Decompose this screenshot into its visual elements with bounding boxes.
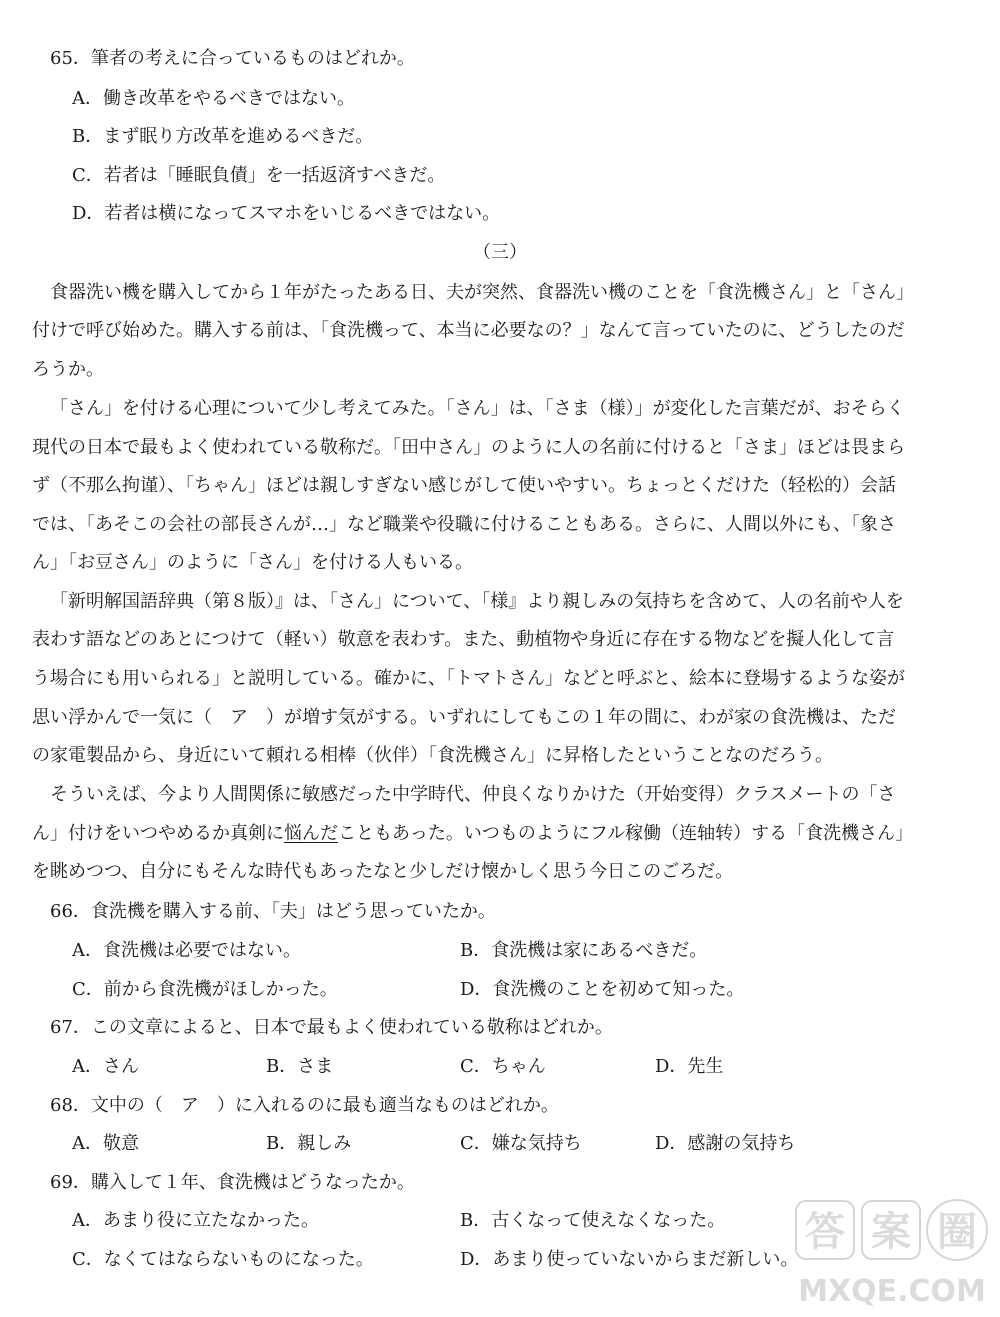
passage-p3-line4: 思い浮かんで一気に（ ア ）が増す気がする。いずれにしてもこの１年の間に、わが家の食洗機は、ただ [32, 707, 896, 728]
site-watermark-logo [792, 1193, 992, 1311]
passage-p2-line1: 「さん」を付ける心理について少し考えてみた。「さん」は、「さま（様）」が変化した言葉だが、おそらく [50, 398, 905, 419]
q66-option-a: A．食洗機は必要ではない。 [72, 940, 301, 961]
q67-option-d: D．先生 [655, 1056, 724, 1077]
passage-p4-line2 [32, 822, 978, 846]
q65-option-a: A．働き改革をやるべきではない。 [72, 88, 355, 109]
q67-stem: 67．この文章によると、日本で最もよく使われている敬称はどれか。 [50, 1017, 613, 1038]
q67-option-c: C．ちゃん [460, 1056, 546, 1077]
q68-option-d: D．感謝の気持ち [655, 1133, 796, 1154]
section-heading: （三） [473, 242, 527, 263]
q66-stem: 66．食洗機を購入する前、「夫」はどう思っていたか。 [50, 901, 496, 922]
q68-option-a: A．敬意 [72, 1133, 139, 1154]
passage-p2-line5: ん」「お豆さん」のように「さん」を付ける人もいる。 [32, 552, 473, 573]
q66-option-d: D．食洗機のことを初めて知った。 [460, 979, 745, 1000]
q66-option-c: C．前から食洗機がほしかった。 [72, 979, 338, 1000]
q69-option-c: C．なくてはならないものになった。 [72, 1249, 374, 1270]
passage-p1-line2: 付けで呼び始めた。購入する前は、「食洗機って、本当に必要なの？」なんて言っていたのに、どうしたのだ [32, 320, 905, 341]
watermark-char-1: 答 [805, 1209, 845, 1255]
q65-option-d: D．若者は横になってスマホをいじるべきではない。 [72, 203, 501, 224]
q67-option-a: A．さん [72, 1056, 139, 1077]
passage-p3-line2: 表わす語などのあとにつけて（軽い）敬意を表わす。また、動植物や身近に存在する物などを擬人化して言 [32, 629, 895, 650]
passage-p2-line3: ず（不那么拘谨）、「ちゃん」ほどは親しすぎない感じがして使いやすい。ちょっとくだけた（轻松的）会話 [32, 475, 896, 496]
q68-option-c: C．嫌な気持ち [460, 1133, 582, 1154]
passage-p4-line1: そういえば、今より人間関係に敏感だった中学時代、仲良くなりかけた（开始变得）クラスメートの「さ [50, 784, 896, 805]
passage-p4-line2-after: こともあった。いつものようにフル稼働（连轴转）する「食洗機さん」 [338, 823, 914, 844]
passage-p2-line2: 現代の日本で最もよく使われている敬称だ。「田中さん」のように人の名前に付けると「さま」ほどは畏まら [32, 437, 905, 458]
passage-p2-line4: では、「あそこの会社の部長さんが…」など職業や役職に付けることもある。さらに、人間以外にも、「象さ [32, 514, 896, 535]
passage-p3-line1: 「新明解国語辞典（第８版）』は、「さん」について、「様』より親しみの気持ちを含めて、人の名前や人を [50, 591, 904, 612]
passage-p3-line5: の家電製品から、身近にいて頼れる相棒（伙伴）「食洗機さん」に昇格したということなのだろう。 [32, 745, 833, 766]
watermark-char-3: 圈 [937, 1209, 977, 1255]
q65-option-c: C．若者は「睡眠負債」を一括返済すべきだ。 [72, 165, 446, 186]
passage-p3-line3: う場合にも用いられる」と説明している。確かに、「トマトさん」などと呼ぶと、絵本に登場するような姿が [32, 668, 905, 689]
passage-p4-line3: を眺めつつ、自分にもそんな時代もあったなと少しだけ懐かしく思う今日このごろだ。 [32, 861, 734, 882]
q65-option-b: B．まず眠り方改革を進めるべきだ。 [72, 126, 374, 147]
q66-option-b: B．食洗機は家にあるべきだ。 [460, 940, 708, 961]
passage-p1-line3: ろうか。 [32, 359, 104, 380]
q68-stem: 68．文中の（ ア ）に入れるのに最も適当なものはどれか。 [50, 1095, 559, 1116]
q65-stem: 65．筆者の考えに合っているものはどれか。 [50, 48, 415, 69]
watermark-char-2: 案 [871, 1209, 911, 1255]
watermark-url: MXQE.COM [798, 1274, 986, 1309]
q67-option-b: B．さま [266, 1056, 334, 1077]
q69-stem: 69．購入して１年、食洗機はどうなったか。 [50, 1172, 415, 1193]
underlined-word: 悩んだ [284, 823, 338, 844]
q69-option-b: B．古くなって使えなくなった。 [460, 1210, 726, 1231]
q69-option-d: D．あまり使っていないからまだ新しい。 [460, 1249, 799, 1270]
passage-p4-line2-before: ん」付けをいつやめるか真剣に [32, 823, 284, 844]
q68-option-b: B．親しみ [266, 1133, 352, 1154]
q69-option-a: A．あまり役に立たなかった。 [72, 1210, 319, 1231]
passage-p1-line1: 食器洗い機を購入してから１年がたったある日、夫が突然、食器洗い機のことを「食洗機さん」と「さん」 [50, 282, 914, 303]
